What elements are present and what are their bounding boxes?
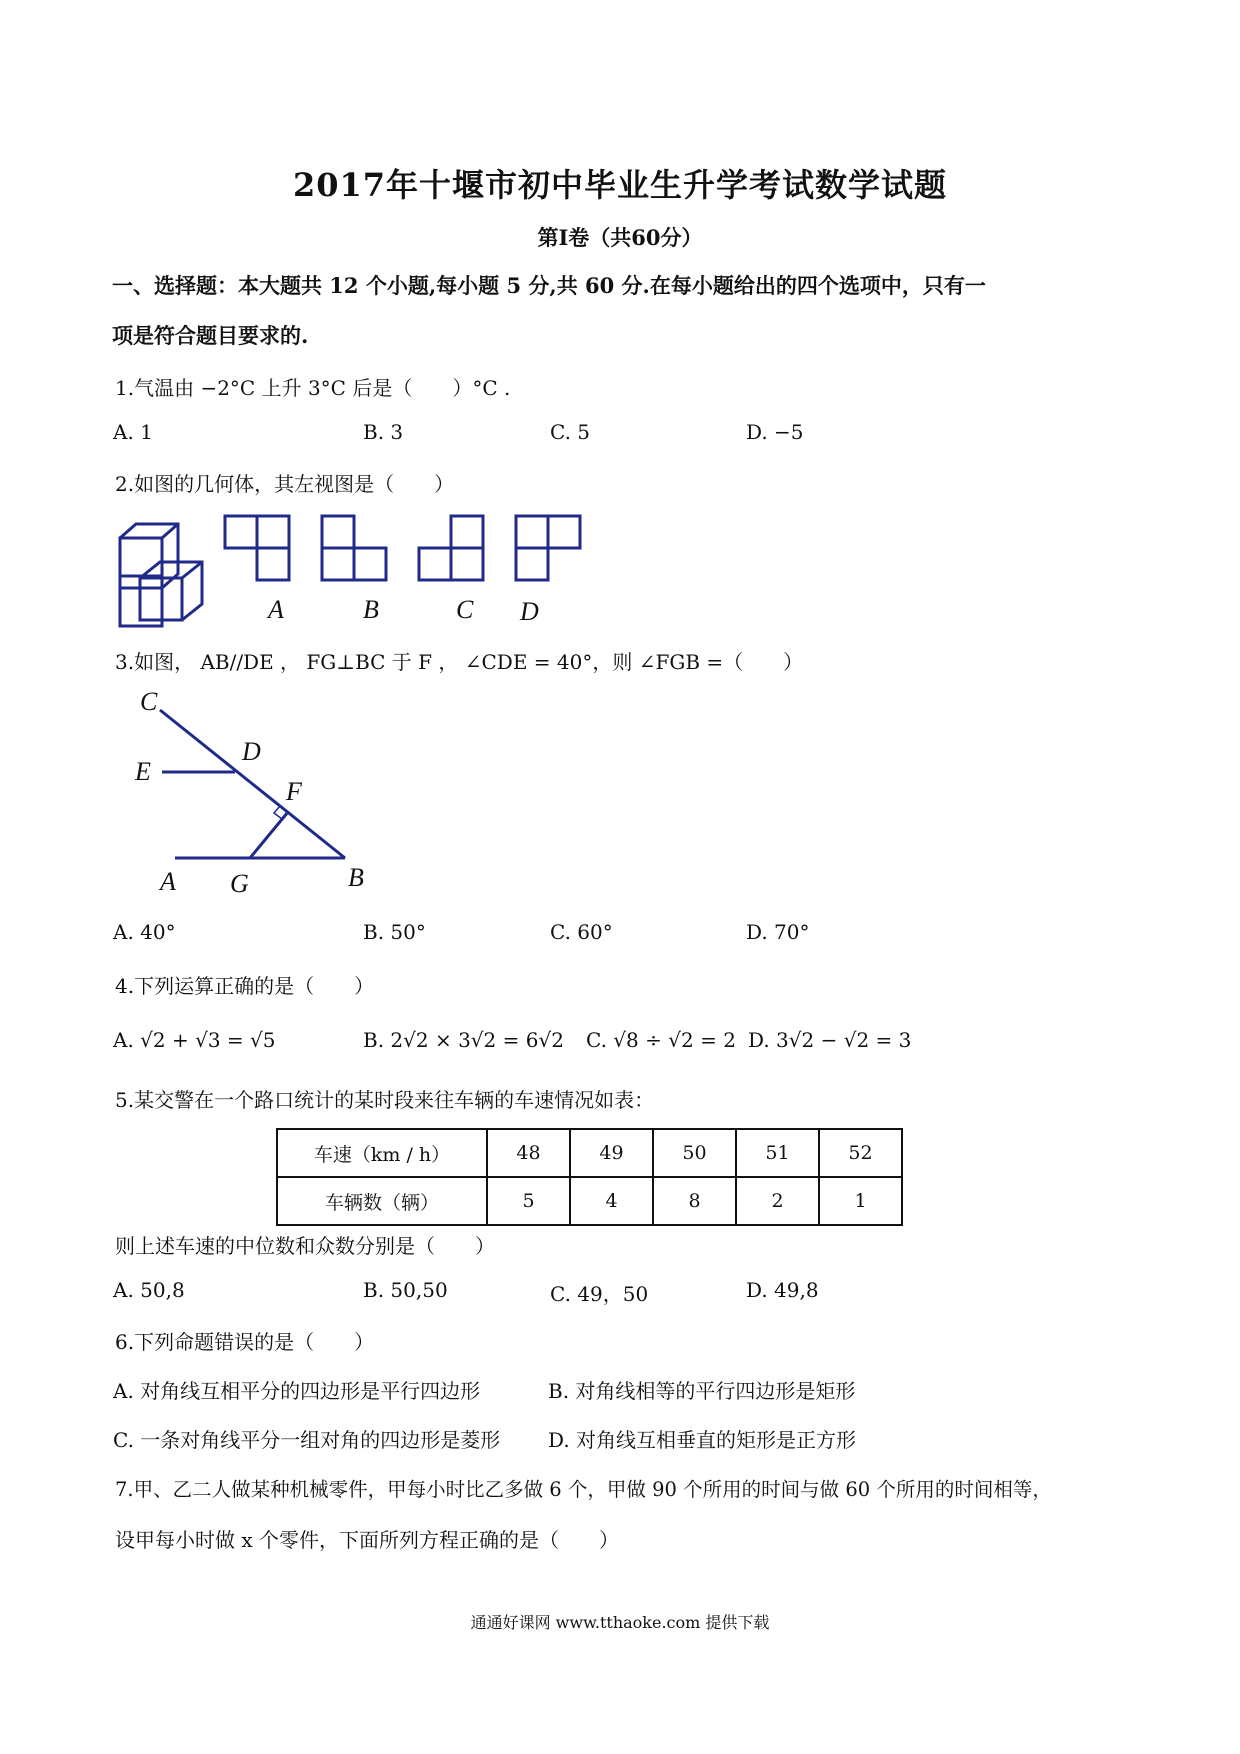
left-view-option-a [225, 516, 289, 580]
table-cell: 2 [736, 1177, 819, 1225]
table-cell: 5 [487, 1177, 570, 1225]
section-heading-line2: 项是符合题目要求的. [112, 323, 309, 348]
view-label-a: A [268, 595, 284, 624]
question-5-option-d: D. 49,8 [746, 1278, 819, 1302]
table-header-speed: 车速（km / h） [277, 1129, 487, 1177]
speed-table [276, 1128, 903, 1226]
point-label-f: F [286, 777, 302, 806]
question-4-option-c: C. √8 ÷ √2 = 2 [586, 1028, 736, 1052]
question-6-option-d: D. 对角线互相垂直的矩形是正方形 [548, 1428, 857, 1452]
question-1-option-b: B. 3 [363, 420, 404, 444]
point-label-a: A [160, 867, 176, 896]
left-view-option-c [419, 516, 483, 580]
question-5-stem: 5.某交警在一个路口统计的某时段来往车辆的车速情况如表： [115, 1088, 655, 1112]
view-label-d: D [520, 597, 539, 626]
table-header-count: 车辆数（辆） [277, 1177, 487, 1225]
question-4-option-b: B. 2√2 × 3√2 = 6√2 [363, 1028, 564, 1052]
question-4-option-d: D. 3√2 − √2 = 3 [748, 1028, 912, 1052]
question-5-option-b: B. 50,50 [363, 1278, 448, 1302]
table-cell: 51 [736, 1129, 819, 1177]
page-footer: 通通好课网 www.tthaoke.com 提供下载 [470, 1613, 770, 1632]
table-cell: 52 [819, 1129, 902, 1177]
left-view-option-b [322, 516, 386, 580]
view-label-b: B [363, 595, 379, 624]
table-cell: 48 [487, 1129, 570, 1177]
question-2-figure [110, 510, 610, 630]
view-label-c: C [456, 595, 474, 624]
page-title: 2017年十堰市初中毕业生升学考试数学试题 [292, 166, 948, 204]
point-label-e: E [135, 757, 151, 786]
question-1-option-c: C. 5 [550, 420, 591, 444]
question-6-option-c: C. 一条对角线平分一组对角的四边形是菱形 [113, 1428, 501, 1452]
question-3-option-a: A. 40° [113, 920, 176, 944]
table-cell: 4 [570, 1177, 653, 1225]
question-4-option-a: A. √2 + √3 = √5 [113, 1028, 276, 1052]
question-3-option-b: B. 50° [363, 920, 426, 944]
point-label-d: D [242, 737, 261, 766]
section-heading-line1: 一、选择题：本大题共 12 个小题,每小题 5 分,共 60 分.在每小题给出的四个选项中，只有一 [112, 273, 986, 298]
point-label-b: B [348, 863, 364, 892]
table-cell: 8 [653, 1177, 736, 1225]
table-row [277, 1129, 902, 1177]
left-view-option-d [516, 516, 580, 580]
question-5-option-a: A. 50,8 [113, 1278, 185, 1302]
geometry-lines [160, 710, 345, 858]
question-1-option-a: A. 1 [113, 420, 153, 444]
question-6-option-a: A. 对角线互相平分的四边形是平行四边形 [113, 1379, 481, 1403]
question-2-stem: 2.如图的几何体，其左视图是（ ） [115, 472, 455, 496]
solid-cubes-drawing [120, 524, 202, 626]
table-cell: 50 [653, 1129, 736, 1177]
question-4-stem: 4.下列运算正确的是（ ） [115, 974, 375, 998]
question-5-option-c: C. 49，50 [550, 1282, 649, 1306]
question-7-line1: 7.甲、乙二人做某种机械零件，甲每小时比乙多做 6 个，甲做 90 个所用的时间与做 60 个所用的时间相等， [115, 1478, 1052, 1501]
question-3-option-d: D. 70° [746, 920, 810, 944]
question-3-figure [130, 680, 410, 910]
question-3-stem: 3.如图， AB//DE ， FG⊥BC 于 F ， ∠CDE = 40°，则 ∠FGB =（ ） [115, 650, 804, 674]
table-cell: 49 [570, 1129, 653, 1177]
table-cell: 1 [819, 1177, 902, 1225]
point-label-g: G [230, 869, 249, 898]
question-6-option-b: B. 对角线相等的平行四边形是矩形 [548, 1379, 856, 1403]
point-label-c: C [140, 687, 158, 716]
question-3-option-c: C. 60° [550, 920, 613, 944]
table-row [277, 1177, 902, 1225]
question-1-option-d: D. −5 [746, 420, 804, 444]
question-1-stem: 1.气温由 −2°C 上升 3°C 后是（ ）°C . [115, 376, 511, 400]
paper-subtitle: 第Ⅰ卷（共60分） [537, 225, 703, 250]
question-5-followup: 则上述车速的中位数和众数分别是（ ） [115, 1234, 495, 1258]
question-7-line2: 设甲每小时做 x 个零件，下面所列方程正确的是（ ） [115, 1528, 619, 1552]
question-6-stem: 6.下列命题错误的是（ ） [115, 1330, 375, 1354]
